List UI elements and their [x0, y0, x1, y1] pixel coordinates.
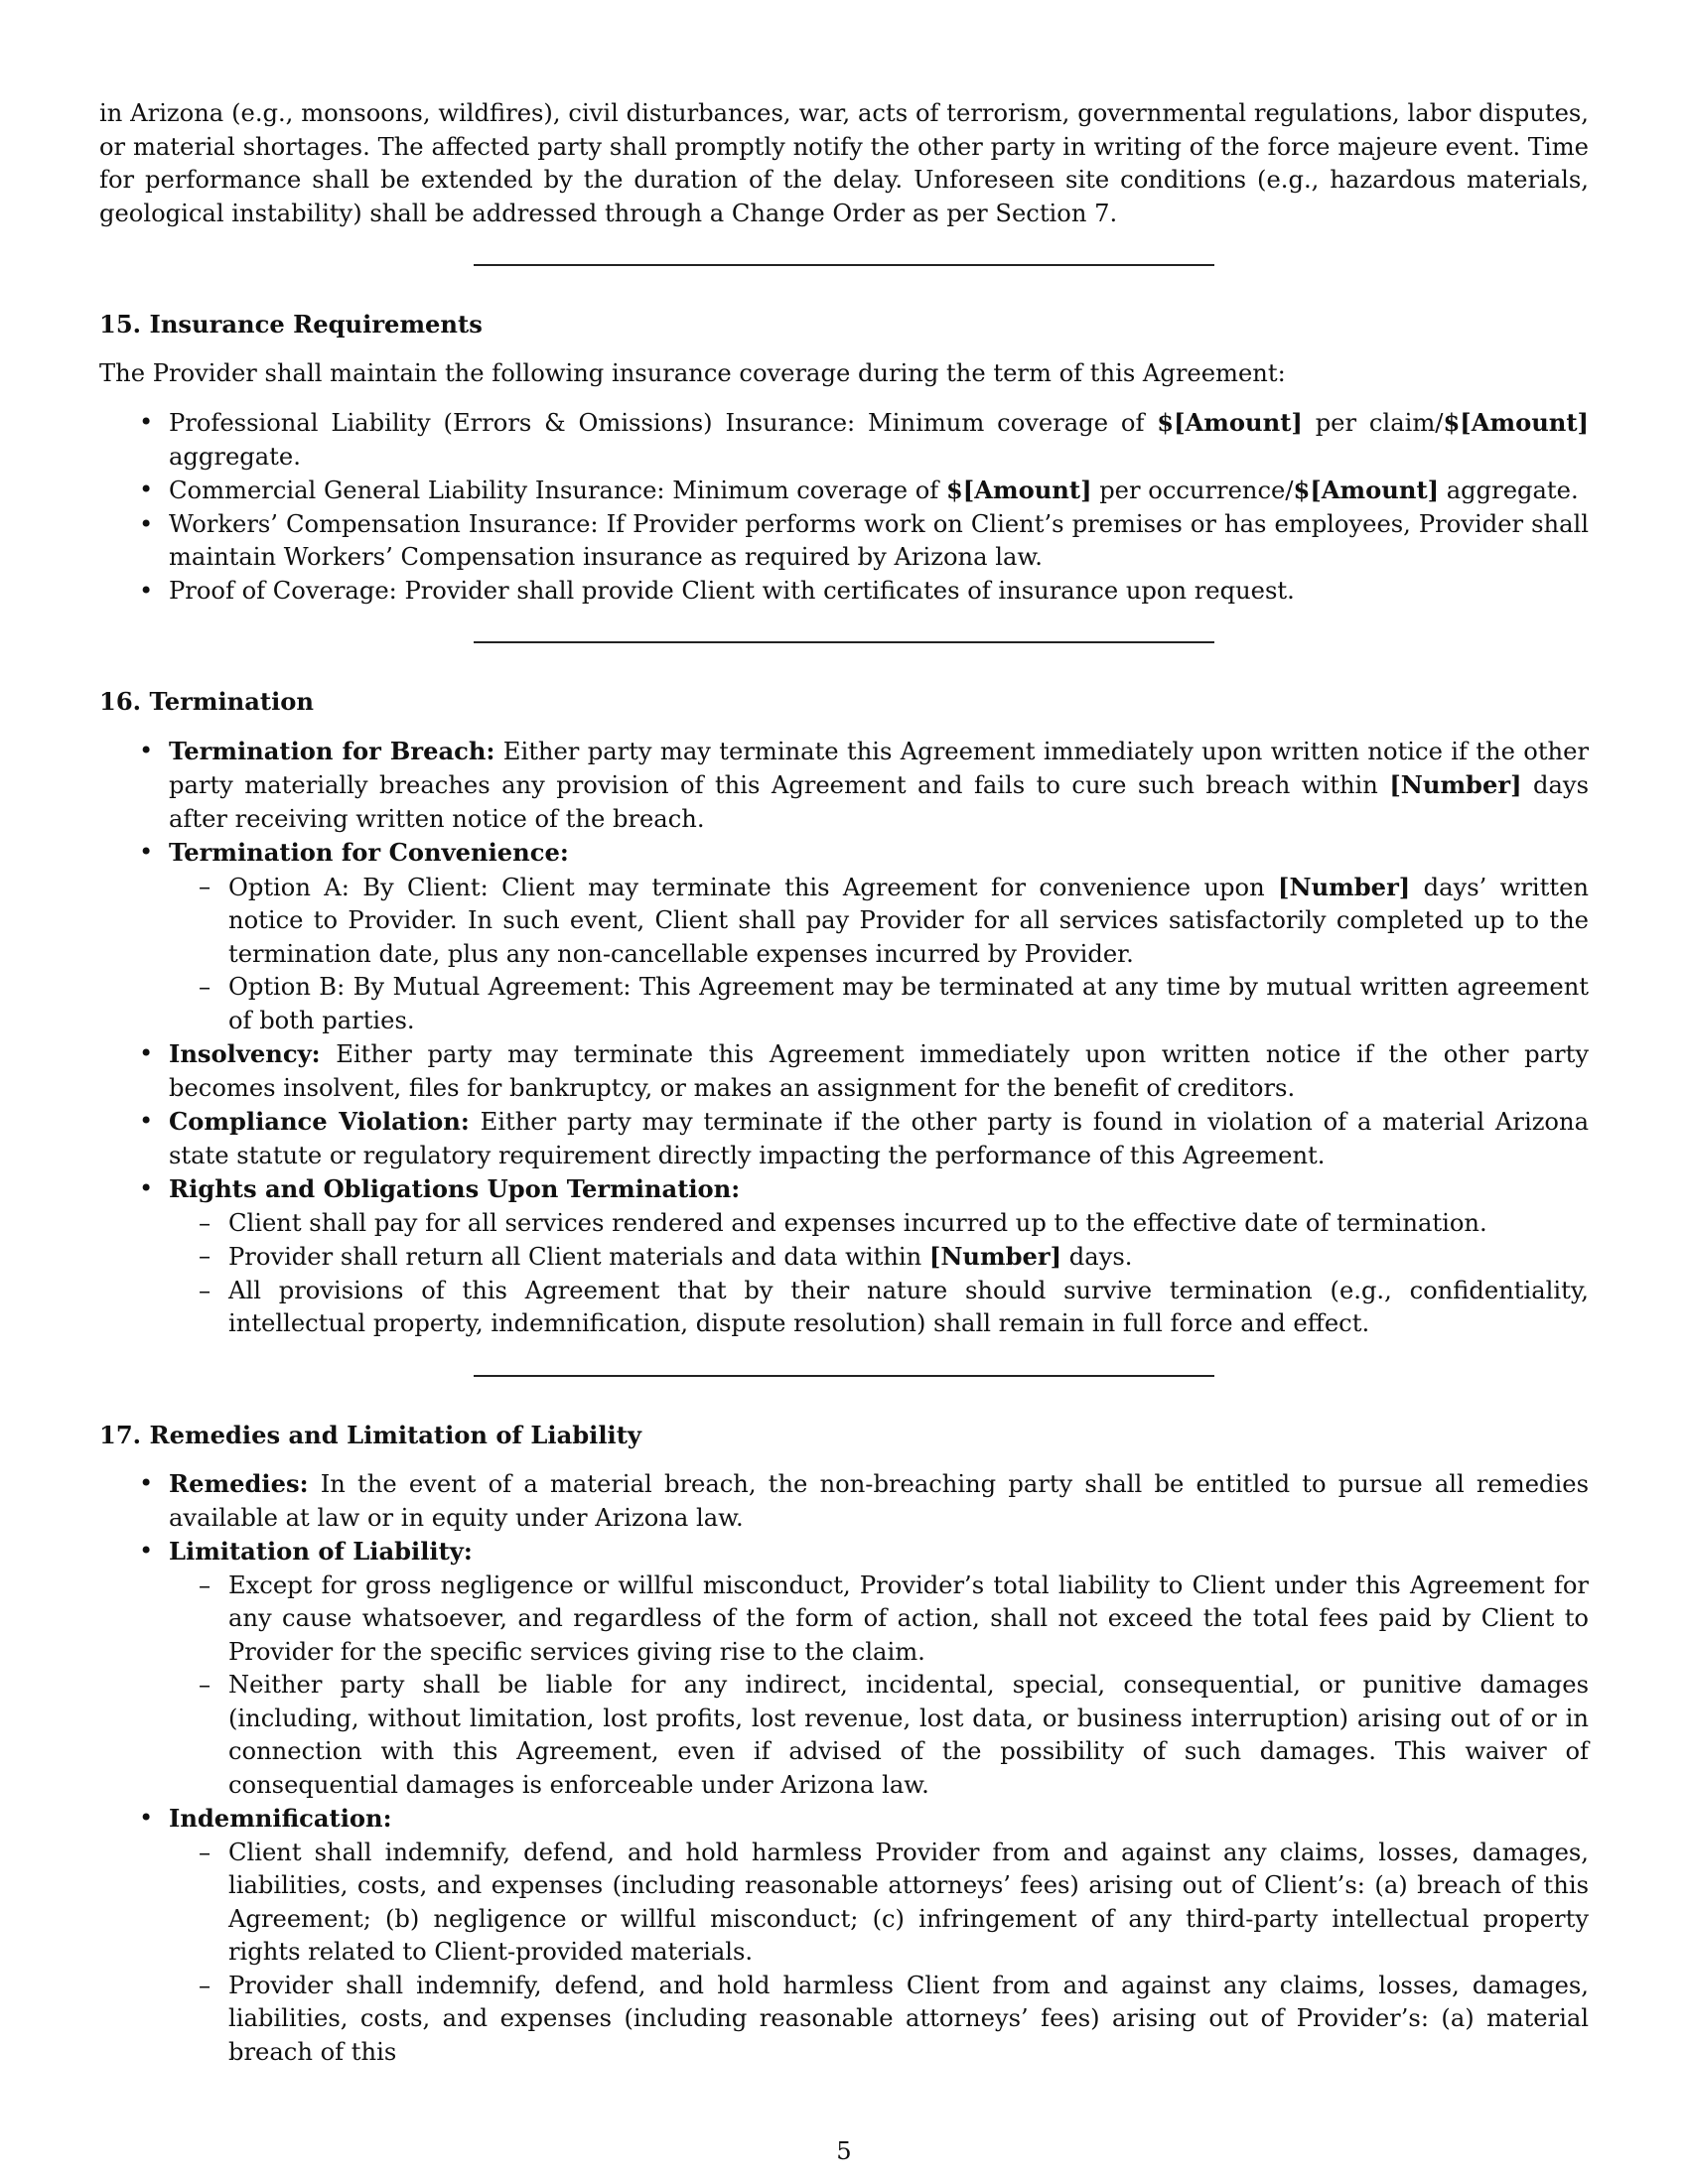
sub-list-item: – Except for gross negligence or willful misconduct, Provider’s total liability to Client under this Agreement for any cause whatsoever, and regardless of the form of action, shall not exceed the total fees paid by Client to Provider for the specific services giving rise to the claim.: [169, 1570, 1589, 1670]
sub-list: [169, 871, 1589, 1038]
list-item: • Remedies: In the event of a material breach, the non-breaching party shall be entitled to pursue all remedies available at law or in equity under Arizona law.: [99, 1467, 1589, 1535]
sub-list: [169, 1570, 1589, 1803]
list-item: • Workers’ Compensation Insurance: If Provider performs work on Client’s premises or has employees, Provider shall maintain Workers’ Compensation insurance as required by Arizona law.: [99, 508, 1589, 575]
termination-list: [99, 735, 1589, 1341]
page-number: 5: [836, 2137, 852, 2165]
number-placeholder: [Number]: [928, 1242, 1062, 1271]
section-divider: [474, 1375, 1214, 1377]
list-item: • Indemnification: – Client shall indemnify, defend, and hold harmless Provider from and against any claims, losses, damages, liabilities, costs, and expenses (including reasonable attorneys’ fees) arising out of Client’s: (a) breach of this Agreement; (b) negligence or willful misconduct; (c) infringement of any third-party intellectual property rights related to Client-provided materials. – Provider shall indemnify, defend, and hold harmless Client from and against any claims, losses, damages, liabilities, costs, and expenses (including reasonable attorneys’ fees) arising out of Provider’s: (a) material breach of this: [99, 1802, 1589, 2069]
section-intro: The Provider shall maintain the following insurance coverage during the term of this Agreement:: [99, 358, 1286, 387]
list-item: • Limitation of Liability: – Except for gross negligence or willful misconduct, Provider’s total liability to Client under this Agreement for any cause whatsoever, and regardless of the form of action, shall not exceed the total fees paid by Client to Provider for the specific services giving rise to the claim. – Neither party shall be liable for any indirect, incidental, special, consequential, or punitive damages (including, without limitation, lost profits, lost revenue, lost data, or business interruption) arising out of or in connection with this Agreement, even if advised of the possibility of such damages. This waiver of consequential damages is enforceable under Arizona law.: [99, 1535, 1589, 1802]
number-placeholder: [Number]: [1389, 770, 1522, 799]
section-heading: 17. Remedies and Limitation of Liability: [99, 1420, 641, 1449]
document-page: [99, 97, 1589, 2069]
section-17-remedies: [99, 1419, 1589, 2070]
amount-placeholder: $[Amount]: [945, 476, 1092, 504]
amount-placeholder: $[Amount]: [1293, 476, 1440, 504]
section-16-termination: [99, 685, 1589, 1341]
list-item: • Commercial General Liability Insurance: Minimum coverage of $[Amount] per occurrence/$[Amount] aggregate.: [99, 474, 1589, 508]
sub-list-item: – Client shall pay for all services rendered and expenses incurred up to the effective date of termination.: [169, 1207, 1589, 1241]
sub-list: [169, 1837, 1589, 2070]
sub-list-item: – Provider shall indemnify, defend, and hold harmless Client from and against any claims, losses, damages, liabilities, costs, and expenses (including reasonable attorneys’ fees) arising out of Provider’s: (a) material breach of this: [169, 1970, 1589, 2070]
sub-list: [169, 1207, 1589, 1341]
sub-list-item: – Option A: By Client: Client may terminate this Agreement for convenience upon [Number] days’ written notice to Provider. In such event, Client shall pay Provider for all services satisfactorily completed up to the termination date, plus any non-cancellable expenses incurred by Provider.: [169, 871, 1589, 972]
section-heading: 16. Termination: [99, 687, 314, 716]
list-item: • Insolvency: Either party may terminate this Agreement immediately upon written notice if the other party becomes insolvent, files for bankruptcy, or makes an assignment for the benefit of creditors.: [99, 1037, 1589, 1105]
section-heading: 15. Insurance Requirements: [99, 310, 483, 339]
amount-placeholder: $[Amount]: [1157, 408, 1303, 437]
sub-list-item: – Client shall indemnify, defend, and hold harmless Provider from and against any claims, losses, damages, liabilities, costs, and expenses (including reasonable attorneys’ fees) arising out of Client’s: (a) breach of this Agreement; (b) negligence or willful misconduct; (c) infringement of any third-party intellectual property rights related to Client-provided materials.: [169, 1837, 1589, 1970]
amount-placeholder: $[Amount]: [1443, 408, 1589, 437]
list-item: • Professional Liability (Errors & Omissions) Insurance: Minimum coverage of $[Amount] per claim/$[Amount] aggregate.: [99, 406, 1589, 474]
list-item: • Termination for Convenience: – Option A: By Client: Client may terminate this Agreement for convenience upon [Number] days’ written notice to Provider. In such event, Client shall pay Provider for all services satisfactorily completed up to the termination date, plus any non-cancellable expenses incurred by Provider. – Option B: By Mutual Agreement: This Agreement may be terminated at any time by mutual written agreement of both parties.: [99, 836, 1589, 1037]
section-divider: [474, 641, 1214, 643]
sub-list-item: – Provider shall return all Client materials and data within [Number] days.: [169, 1240, 1589, 1275]
sub-list-item: – Neither party shall be liable for any indirect, incidental, special, consequential, or punitive damages (including, without limitation, lost profits, lost revenue, lost data, or business interruption) arising out of or in connection with this Agreement, even if advised of the possibility of such damages. This waiver of consequential damages is enforceable under Arizona law.: [169, 1669, 1589, 1802]
sub-list-item: – Option B: By Mutual Agreement: This Agreement may be terminated at any time by mutual written agreement of both parties.: [169, 971, 1589, 1037]
number-placeholder: [Number]: [1278, 872, 1411, 901]
continuation-paragraph: in Arizona (e.g., monsoons, wildfires), civil disturbances, war, acts of terrorism, governmental regulations, labor disputes, or material shortages. The affected party shall promptly notify the other party in writing of the force majeure event. Time for performance shall be extended by the duration of the delay. Unforeseen site conditions (e.g., hazardous materials, geological instability) shall be addressed through a Change Order as per Section 7.: [99, 99, 1589, 227]
remedies-list: [99, 1467, 1589, 2069]
section-15-insurance: [99, 308, 1589, 608]
sub-list-item: – All provisions of this Agreement that by their nature should survive termination (e.g., confidentiality, intellectual property, indemnification, dispute resolution) shall remain in full force and effect.: [169, 1275, 1589, 1341]
section-divider: [474, 264, 1214, 266]
list-item: • Proof of Coverage: Provider shall provide Client with certificates of insurance upon request.: [99, 575, 1589, 609]
list-item: • Compliance Violation: Either party may terminate if the other party is found in violation of a material Arizona state statute or regulatory requirement directly impacting the performance of this Agreement.: [99, 1105, 1589, 1172]
insurance-list: [99, 406, 1589, 608]
list-item: • Termination for Breach: Either party may terminate this Agreement immediately upon written notice if the other party materially breaches any provision of this Agreement and fails to cure such breach within [Number] days after receiving written notice of the breach.: [99, 735, 1589, 837]
list-item: • Rights and Obligations Upon Termination: – Client shall pay for all services rendered and expenses incurred up to the effective date of termination. – Provider shall return all Client materials and data within [Number] days. – All provisions of this Agreement that by their nature should survive termination (e.g., confidentiality, intellectual property, indemnification, dispute resolution) shall remain in full force and effect.: [99, 1172, 1589, 1341]
